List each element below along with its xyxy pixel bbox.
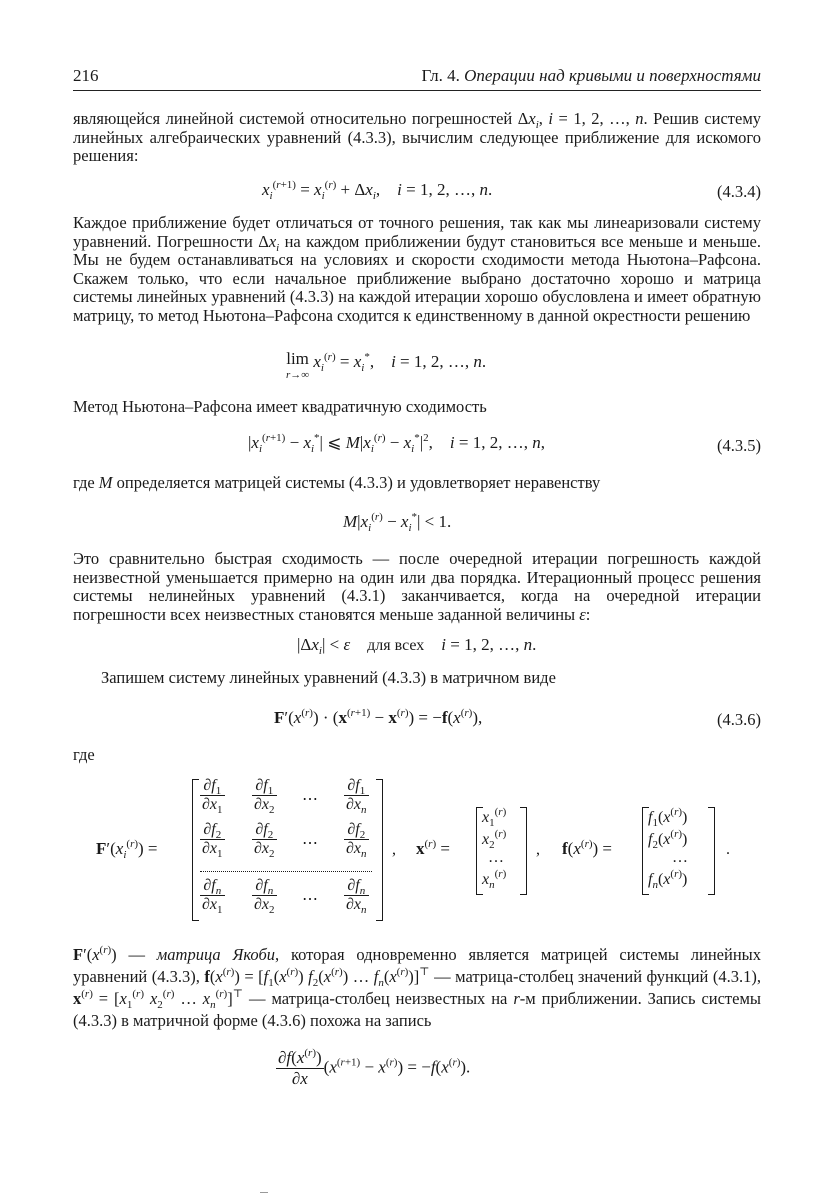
equation-number-4-3-4: (4.3.4) [717, 182, 761, 201]
equation-4-3-4: $x_i^{(r+1)} = x_i^{(r)} + \Delta x_i$, i = 1, 2, …, n. [262, 179, 493, 202]
paragraph-text-p4: где M определяется матрицей системы (4.3.3) и удовлетворяет неравенству [73, 473, 601, 492]
jacobian-cell: $\frac{\partial f_n}{\partial x_n}$ [346, 877, 367, 916]
stop-condition: $|\Delta x_i| < \varepsilon$ для всех i = 1, 2, …, n. [297, 635, 537, 657]
x-vector-right-bracket [520, 807, 527, 895]
separator-comma: , [536, 841, 540, 858]
paragraph-text-p5: Это сравнительно быстрая сходимость — после очередной итерации погрешность каждой неизвестной уменьшается примерно на один или два порядка. Итерационный процесс решения системы нелинейных уравнений (4.3.1) заканчивается, когда на очередной итерации погрешности всех неизвестных становятся меньше заданной величины ε: [73, 549, 761, 624]
equation-number-4-3-5: (4.3.5) [717, 436, 761, 455]
paragraph-4 [73, 474, 761, 493]
f-vector-lhs: $f(x^{(r)})$ = [562, 838, 613, 858]
jacobian-cell: ⋯ [302, 891, 318, 908]
x-vector-entry: $x_2^{(r)}$ [482, 828, 507, 851]
equation-number-4-3-6: (4.3.6) [717, 710, 761, 729]
equation-4-3-5: $|x_i^{(r+1)} - x_i^*|$ ⩽ $M|x_i^{(r)} - x_i^*|^2$, i = 1, 2, …, n, [248, 432, 545, 455]
paragraph-6: Запишем систему линейных уравнений (4.3.3) в матричном виде [101, 668, 556, 687]
jacobian-cell: $\frac{\partial f_2}{\partial x_n}$ [346, 821, 367, 860]
for-all-label: для всех [367, 637, 425, 654]
paragraph-text-p8: $F'(x^{(r)})$ — матрица Якоби, которая одновременно является матрицей системы линейных уравнений (4.3.3), $f(x^{(r)}) = [f_1(x^{(r)})$ $f_2(x^{(r)})$ … $f_n(x^{(r)})]^⊤$ — матрица-столбец значений функций (4.3.1), $x^{(r)} = [x_1^{(r)}$ $x_2^{(r)}$ … $x_n^{(r)}]^⊤$ — матрица-столбец неизвестных на r-м приближении. Запись системы (4.3.3) в матричной форме (4.3.6) похожа на запись [73, 944, 762, 1030]
x-vector-entry: … [488, 849, 504, 866]
jacobian-left-bracket [192, 779, 199, 921]
paragraph-5 [73, 550, 761, 624]
paragraph-text-p1: являющейся линейной системой относительно погрешностей $\Delta x_i$, i = 1, 2, …, n. Решив систему линейных алгебраических уравнений (4.3.3), вычислим следующее приближение для искомого решения: [73, 109, 762, 165]
paragraph-text-p2: Каждое приближение будет отличаться от точного решения, так как мы линеаризовали систему уравнений. Погрешности $\Delta x_i$ на каждом приближении будут становиться все меньше и меньше. Мы не будем останавливаться на условиях и скорости сходимости метода Ньютона–Рафсона. Скажем только, что если начальное приближение выбрано достаточно хорошо и матрица системы линейных уравнений (4.3.3) на каждой итерации хорошо обусловлена и имеет обратную матрицу, то метод Ньютона–Рафсона сходится к единственному в данной окрестности решению [73, 213, 761, 325]
paragraph-3: Метод Ньютона–Рафсона имеет квадратичную сходимость [73, 397, 487, 416]
jacobian-cell: $\frac{\partial f_1}{\partial x_1}$ [202, 777, 223, 816]
f-vector-entry: … [672, 849, 688, 866]
x-vector-entry: $x_n^{(r)}$ [482, 868, 507, 891]
jacobian-cell: $\frac{\partial f_2}{\partial x_1}$ [202, 821, 223, 860]
jacobian-right-bracket [376, 779, 383, 921]
limit-equation: lim r→∞ $x_i^{(r)} = x_i^*$, i = 1, 2, …, n. [286, 349, 487, 381]
x-vector-entry: $x_1^{(r)}$ [482, 806, 507, 829]
jacobian-cell: ⋯ [302, 835, 318, 852]
jacobian-cell: $\frac{\partial f_n}{\partial x_2}$ [254, 877, 275, 916]
f-vector-right-bracket [708, 807, 715, 895]
page-header [73, 66, 761, 90]
paragraph-8 [73, 944, 761, 1032]
final-period: . [726, 841, 730, 858]
header-rule [73, 90, 761, 91]
m-inequality: $M|x_i^{(r)} - x_i^*| < 1$. [343, 511, 452, 534]
paragraph-1 [73, 110, 761, 166]
f-vector-entry: $f_n(x^{(r)})$ [648, 868, 688, 891]
jacobian-cell: ⋯ [302, 791, 318, 808]
separator-comma: , [392, 841, 396, 858]
jacobian-dotted-row [200, 871, 372, 872]
paragraph-7: где [73, 745, 95, 764]
f-vector-entry: $f_2(x^{(r)})$ [648, 828, 688, 851]
jacobian-cell: $\frac{\partial f_2}{\partial x_2}$ [254, 821, 275, 860]
running-title [422, 66, 761, 86]
chapter-title: Операции над кривыми и поверхностями [464, 66, 761, 85]
equation-4-3-6: $F'(x^{(r)}) \cdot (x^{(r+1)} - x^{(r)}) = -f(x^{(r)})$, [274, 707, 483, 727]
jacobian-cell: $\frac{\partial f_1}{\partial x_2}$ [254, 777, 275, 816]
jacobian-cell: $\frac{\partial f_1}{\partial x_n}$ [346, 777, 367, 816]
page-number: 216 [73, 66, 99, 85]
jacobian-cell: $\frac{\partial f_n}{\partial x_1}$ [202, 877, 223, 916]
jacobian-lhs: $F'(x_i^{(r)})$ = [96, 838, 158, 861]
final-equation: $\frac{\partial f(x^{(r)})}{\partial x}$ $(x^{(r+1)} - x^{(r)}) = -f(x^{(r)})$. [278, 1047, 471, 1088]
page-foot-mark [260, 1192, 268, 1193]
f-vector-entry: $f_1(x^{(r)})$ [648, 806, 688, 829]
paragraph-2 [73, 214, 761, 325]
x-vector-lhs: $x^{(r)}$ = [416, 838, 450, 858]
chapter-label: Гл. 4. [421, 66, 460, 85]
jacobian-block [96, 775, 756, 925]
